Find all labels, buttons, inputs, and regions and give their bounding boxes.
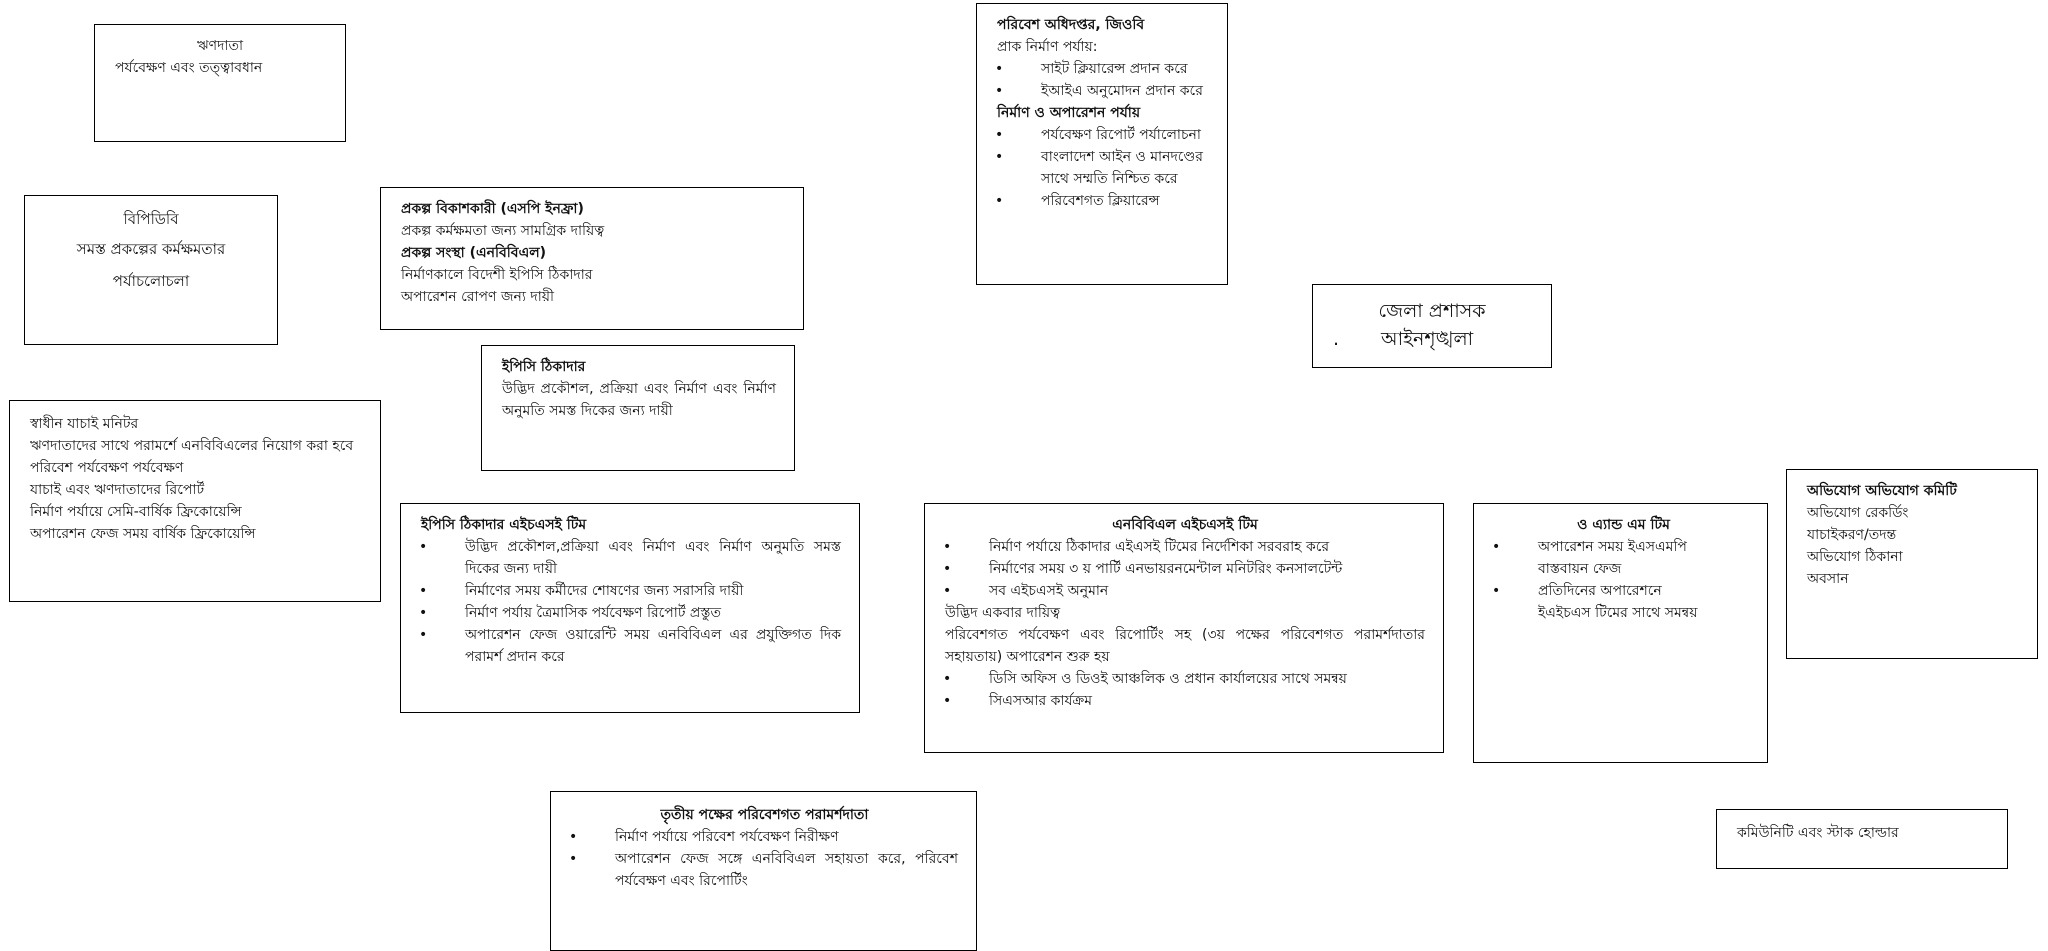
developer-line1: প্রকল্প কর্মক্ষমতা জন্য সামগ্রিক দায়িত্ব [401,223,605,239]
nbbl-hse-title: এনবিবিএল এইচএসই টিম [1112,517,1258,533]
grievance-line: অভিযোগ ঠিকানা [1807,549,1903,565]
nbbl-hse-line1: উদ্ভিদ একবার দায়িত্ব [945,605,1061,621]
doe-list1 [977,58,1217,102]
nbbl-hse-box [924,503,1444,753]
epc-hse-item: • অপারেশন ফেজ ওয়ারেন্টি সময় এনবিবিএল এর প্রযুক্তিগত দিক পরামর্শ প্রদান করে [401,624,841,668]
grievance-line: অভিযোগ রেকর্ডিং [1807,505,1909,521]
developer-line2: নির্মাণকালে বিদেশী ইপিসি ঠিকাদার [401,267,593,283]
doe-title: পরিবেশ অধিদপ্তর, জিওবি [997,17,1145,33]
developer-title2: প্রকল্প সংস্থা (এনবিবিএল) [401,245,547,261]
nbbl-hse-list2 [925,668,1425,712]
om-item: • প্রতিদিনের অপারেশনে ইএইচএস টিমের সাথে সমন্বয় [1474,580,1753,624]
doe-subtitle1: প্রাক নির্মাণ পর্যায়: [997,39,1098,55]
nbbl-hse-item: • নির্মাণ পর্যায়ে ঠিকাদার এইএসই টিমের নির্দেশিকা সরবরাহ করে [925,536,1425,558]
monitor-line: নির্মাণ পর্যায়ে সেমি-বার্ষিক ফ্রিকোয়েন্সি [30,504,242,520]
grievance-title: অভিযোগ অভিযোগ কমিটি [1807,483,1957,499]
doe-item: • বাংলাদেশ আইন ও মানদণ্ডের সাথে সম্মতি নিশ্চিত করে [977,146,1217,190]
epc-hse-item: • নির্মাণ পর্যায় ত্রৈমাসিক পর্যবেক্ষণ রিপোর্ট প্রস্তুত [401,602,841,624]
grievance-line: অবসান [1807,571,1849,587]
lender-title: ঋণদাতা [196,38,244,54]
monitor-line: পরিবেশ পর্যবেক্ষণ পর্যবেক্ষণ [30,460,184,476]
bpdb-title: বিপিডিবি [123,210,179,228]
developer-line3: অপারেশন রোপণ জন্য দায়ী [401,289,555,305]
dc-line: আইনশৃঙ্খলা [1381,328,1474,350]
dc-title: জেলা প্রশাসক [1378,300,1486,322]
epc-hse-list [401,536,841,668]
consultant-item: • অপারেশন ফেজ সঙ্গে এনবিবিএল সহায়তা করে, পরিবেশ পর্যবেক্ষণ এবং রিপোর্টিং [551,848,958,892]
epc-hse-item: • নির্মাণের সময় কর্মীদের শোষণের জন্য সরাসরি দায়ী [401,580,841,602]
lender-line: পর্যবেক্ষণ এবং তত্ত্বাবধান [115,60,263,76]
monitor-line: ঋণদাতাদের সাথে পরামর্শে এনবিবিএলের নিয়োগ করা হবে [30,438,354,454]
dc-bullet: . [1333,328,1340,350]
om-list [1474,536,1753,624]
monitor-line: অপারেশন ফেজ সময় বার্ষিক ফ্রিকোয়েন্সি [30,526,256,542]
grievance-box [1786,469,2038,659]
bpdb-line2: পর্যাচলোচলা [112,272,190,290]
bpdb-line1: সমস্ত প্রকল্পের কর্মক্ষমতার [76,240,226,258]
dc-row [1313,325,1551,353]
epc-title: ইপিসি ঠিকাদার [502,359,586,375]
doe-item: • পরিবেশগত ক্লিয়ারেন্স [977,190,1217,212]
lender-box [94,24,346,142]
dc-box [1312,284,1552,368]
monitor-box [9,400,381,602]
community-text: কমিউনিটি এবং স্টাক হোল্ডার [1737,825,1899,841]
epc-hse-box [400,503,860,713]
epc-hse-title: ইপিসি ঠিকাদার এইচএসই টিম [421,517,587,533]
nbbl-hse-line2: পরিবেশগত পর্যবেক্ষণ এবং রিপোর্টিং সহ (৩য় পক্ষের পরিবেশগত পরামর্শদাতার সহায়তায়) অপারেশন শুরু হয় [945,627,1425,665]
monitor-line: যাচাই এবং ঋণদাতাদের রিপোর্ট [30,482,205,498]
developer-box [380,187,804,330]
community-box [1716,809,2008,869]
doe-item: • পর্যবেক্ষণ রিপোর্ট পর্যালোচনা [977,124,1217,146]
doe-box [976,3,1228,285]
monitor-line: স্বাধীন যাচাই মনিটর [30,416,139,432]
bpdb-box [24,195,278,345]
consultant-box [550,791,977,951]
grievance-line: যাচাইকরণ/তদন্ত [1807,527,1897,543]
epc-hse-item: • উদ্ভিদ প্রকৌশল,প্রক্রিয়া এবং নির্মাণ এবং নির্মাণ অনুমতি সমস্ত দিকের জন্য দায়ী [401,536,841,580]
doe-item: • ইআইএ অনুমোদন প্রদান করে [977,80,1217,102]
nbbl-hse-item: • সব এইচএসই অনুমান [925,580,1425,602]
om-box [1473,503,1768,763]
doe-list2 [977,124,1217,212]
nbbl-hse-item: • সিএসআর কার্যক্রম [925,690,1425,712]
doe-item: • সাইট ক্লিয়ারেন্স প্রদান করে [977,58,1217,80]
doe-subtitle2: নির্মাণ ও অপারেশন পর্যায় [997,105,1141,121]
consultant-item: • নির্মাণ পর্যায়ে পরিবেশ পর্যবেক্ষণ নিরীক্ষণ [551,826,958,848]
om-title: ও এ্যান্ড এম টিম [1577,517,1670,533]
nbbl-hse-item: • নির্মাণের সময় ৩ য় পার্টি এনভায়রনমেন্টাল মনিটরিং কনসালটেন্ট [925,558,1425,580]
consultant-list [551,826,958,892]
nbbl-hse-list1 [925,536,1425,602]
nbbl-hse-item: • ডিসি অফিস ও ডিওই আঞ্চলিক ও প্রধান কার্যালয়ের সাথে সমন্বয় [925,668,1425,690]
epc-box [481,345,795,471]
consultant-title: তৃতীয় পক্ষের পরিবেশগত পরামর্শদাতা [660,807,869,823]
om-item: • অপারেশন সময় ইএসএমপি বাস্তবায়ন ফেজ [1474,536,1753,580]
epc-text: উদ্ভিদ প্রকৌশল, প্রক্রিয়া এবং নির্মাণ এবং নির্মাণ অনুমতি সমস্ত দিকের জন্য দায়ী [502,381,776,419]
developer-title1: প্রকল্প বিকাশকারী (এসপি ইনফ্রা) [401,201,584,217]
